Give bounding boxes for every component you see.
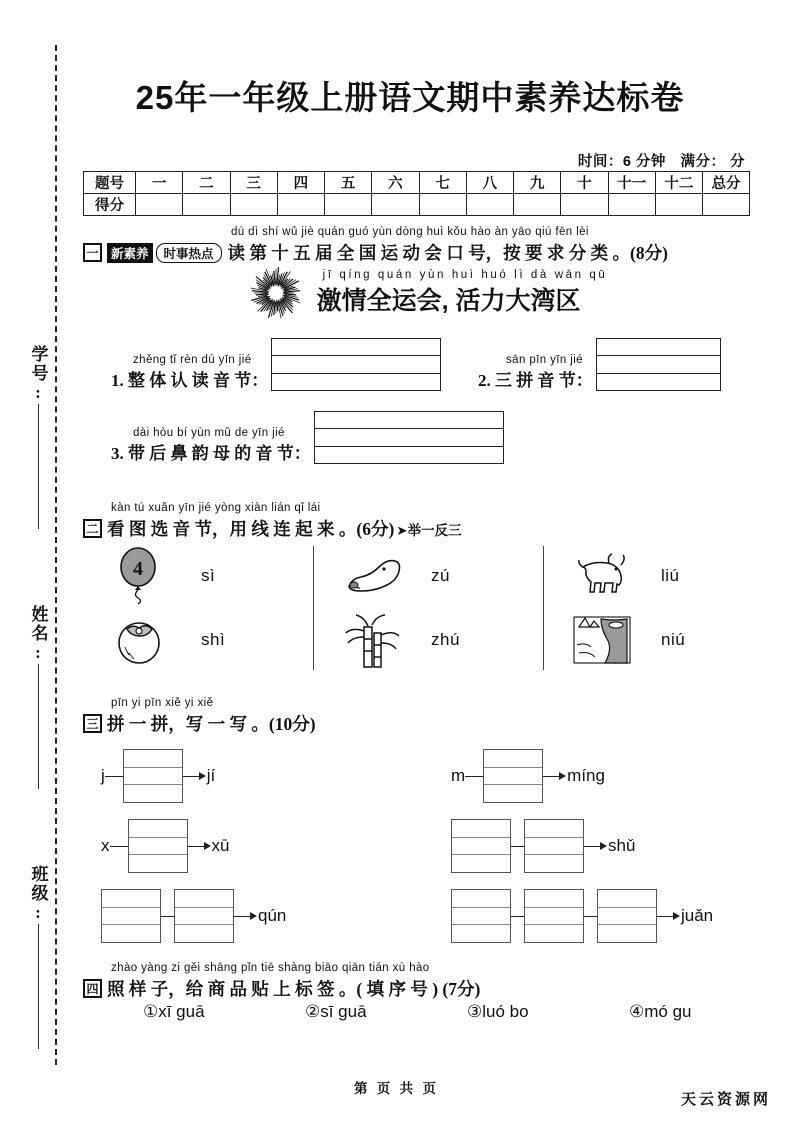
pinyin-option[interactable]: liú [661, 566, 680, 585]
picture-match-column-1 [83, 544, 313, 672]
answer-3-pinyin: dài hòu bí yùn mǔ de yīn jié [133, 427, 285, 439]
score-cell-8[interactable] [466, 194, 513, 216]
score-cell-2[interactable] [183, 194, 230, 216]
spell-item-4 [451, 819, 635, 873]
cell-line-3[interactable] [452, 855, 510, 872]
answer-2-index: 2. [478, 371, 491, 390]
section-two [83, 502, 773, 682]
answer-1-input-box[interactable] [271, 338, 441, 391]
pinyin-option[interactable]: shì [201, 630, 226, 649]
answer-1-pinyin: zhěng tǐ rèn dú yīn jié [133, 354, 252, 366]
cell-line-3[interactable] [598, 925, 656, 942]
list-item [83, 610, 313, 670]
cell-line-2[interactable] [525, 908, 583, 926]
section-one-title: 读 第 十 五 届 全 国 运 动 会 口 号，按 要 求 分 类 。(8分) [227, 243, 668, 263]
answer-2-line-3[interactable] [597, 374, 720, 390]
cell-line-1[interactable] [175, 890, 233, 908]
score-cell-10[interactable] [561, 194, 608, 216]
cell-line-2[interactable] [102, 908, 160, 926]
score-table-rowlabel-score: 得分 [84, 194, 136, 216]
spell-item-6 [451, 889, 713, 943]
cell-line-2[interactable] [484, 768, 542, 786]
cell-line-1[interactable] [525, 890, 583, 908]
spell-result: míng [567, 766, 605, 785]
section-two-number: 二 [83, 519, 102, 538]
pinyin-option[interactable]: niú [661, 630, 686, 649]
pinyin-option[interactable]: zhú [431, 630, 460, 649]
persimmon-icon [111, 611, 173, 669]
spell-exercise-area [83, 737, 773, 925]
section-two-pinyin: kàn tú xuǎn yīn jié yòng xiàn lián qǐ lái [111, 502, 321, 514]
table-row-header [84, 172, 750, 194]
watermark: 天云资源网 [680, 1091, 771, 1108]
section-two-title: 看 图 选 音 节，用 线 连 起 来 。(6分) [107, 519, 395, 539]
picture-match-grid [83, 544, 773, 672]
score-table-col-2: 二 [183, 172, 230, 194]
score-cell-total[interactable] [703, 194, 750, 216]
answer-2-text [478, 366, 593, 391]
cell-line-1[interactable] [452, 820, 510, 838]
spell-item-3 [101, 819, 229, 873]
spell-input-box[interactable] [524, 819, 584, 873]
section-four-title: 照 样 子，给 商 品 贴 上 标 签 。( 填 序 号 ) (7分) [107, 979, 481, 999]
spell-input-box[interactable] [451, 819, 511, 873]
score-table-col-1: 一 [136, 172, 183, 194]
score-cell-6[interactable] [372, 194, 419, 216]
spell-prefix: x [101, 836, 110, 855]
list-item [543, 546, 773, 606]
arrow-icon [183, 772, 206, 780]
badge-current-affairs: 时事热点 [156, 243, 222, 263]
spell-result: jí [206, 766, 216, 785]
section-one-heading [83, 226, 773, 266]
section-two-title-row [83, 516, 462, 541]
answer-1-text [111, 366, 268, 391]
slogan-row [83, 266, 773, 320]
foot-icon [341, 547, 403, 605]
arrow-icon [234, 912, 257, 920]
section-four-heading [83, 962, 773, 1002]
option-4[interactable]: ④mó gu [629, 1002, 692, 1021]
sidebar-field-class [18, 865, 58, 1049]
fireworks-emblem-icon [249, 266, 303, 320]
cell-line-3[interactable] [484, 785, 542, 802]
cell-line-2[interactable] [525, 838, 583, 856]
pinyin-option[interactable]: zú [431, 566, 450, 585]
connector-line [105, 776, 123, 777]
cell-line-3[interactable] [129, 855, 187, 872]
pinyin-option[interactable]: sì [201, 566, 216, 585]
score-cell-5[interactable] [325, 194, 372, 216]
section-three-title: 拼 一 拼，写 一 写 。(10分) [107, 714, 316, 734]
page-title: 25年一年级上册语文期中素养达标卷 [135, 79, 685, 116]
score-table-col-6: 六 [372, 172, 419, 194]
spell-input-box[interactable] [174, 889, 234, 943]
page-footer: 第 页 共 页 [353, 1081, 440, 1096]
cell-line-2[interactable] [175, 908, 233, 926]
score-table-col-3: 三 [230, 172, 277, 194]
sidebar-label-student-number: 学号: [28, 345, 48, 404]
spell-item-2 [451, 749, 605, 803]
option-3[interactable]: ③luó bo [467, 1002, 529, 1021]
list-item [543, 610, 773, 670]
arrow-icon [584, 842, 607, 850]
cell-line-1[interactable] [129, 820, 187, 838]
answer-3-text [111, 439, 311, 464]
spell-input-box[interactable] [524, 889, 584, 943]
section-three [83, 697, 773, 947]
section-three-heading [83, 697, 773, 737]
option-1[interactable]: ①xī guā [143, 1002, 205, 1021]
sidebar-label-name: 姓名: [28, 605, 48, 664]
cell-line-3[interactable] [525, 925, 583, 942]
score-cell-9[interactable] [514, 194, 561, 216]
cell-line-3[interactable] [452, 925, 510, 942]
cell-line-2[interactable] [129, 838, 187, 856]
answer-row-2 [478, 338, 721, 391]
score-table-rowlabel-question: 题号 [84, 172, 136, 194]
section-three-title-row [83, 711, 316, 736]
spell-result: shǔ [608, 836, 636, 855]
section-four-pinyin: zhào yàng zi gěi shāng pǐn tiē shàng biāo qiān tián xù hào [111, 962, 430, 974]
slogan-pinyin: jī qíng quán yùn huì huó lì dà wān qū [322, 269, 608, 281]
river-icon [571, 611, 633, 669]
spell-input-box[interactable] [597, 889, 657, 943]
score-cell-4[interactable] [277, 194, 324, 216]
score-table-col-10: 十 [561, 172, 608, 194]
list-item [83, 546, 313, 606]
cell-line-2[interactable] [452, 838, 510, 856]
exam-meta [568, 150, 745, 171]
answer-1-line-1[interactable] [272, 339, 440, 356]
cell-line-3[interactable] [525, 855, 583, 872]
sidebar-rule-student-number [38, 404, 39, 529]
sidebar-field-name [18, 605, 58, 789]
answer-2-label-wrap [478, 354, 593, 391]
sidebar-field-student-number [18, 345, 58, 529]
score-table-col-11: 十一 [608, 172, 655, 194]
cell-line-2[interactable] [598, 908, 656, 926]
section-one [83, 226, 773, 496]
label-options-row [83, 1002, 773, 1022]
arrow-icon [543, 772, 566, 780]
spell-input-box[interactable] [128, 819, 188, 873]
spell-prefix: j [101, 766, 105, 785]
sidebar-rule-class [38, 924, 39, 1049]
section-one-pinyin: dú dì shí wǔ jiè quán guó yùn dòng huì kǒu hào àn yāo qiú fēn lèi [231, 226, 589, 238]
balloon-with-4-icon [111, 547, 173, 605]
spell-item-5 [101, 889, 286, 943]
answer-2-label: 三 拼 音 节： [495, 371, 593, 390]
connector-line [465, 776, 483, 777]
tag-one-to-three: ➤举一反三 [396, 522, 462, 538]
answer-2-input-box[interactable] [596, 338, 721, 391]
answer-2-line-1[interactable] [597, 339, 720, 356]
score-table [83, 171, 750, 216]
spell-result: qún [258, 906, 287, 925]
student-info-sidebar [18, 60, 58, 1060]
section-one-title-row [83, 240, 668, 265]
connector-line [511, 916, 524, 917]
cell-line-1[interactable] [525, 820, 583, 838]
answer-2-pinyin: sān pīn yīn jié [506, 354, 583, 366]
spell-input-box[interactable] [483, 749, 543, 803]
section-four-number: 四 [83, 979, 102, 998]
answer-2-line-2[interactable] [597, 356, 720, 373]
badge-new-literacy: 新素养 [107, 243, 153, 263]
spell-result: juǎn [681, 906, 714, 925]
score-table-col-8: 八 [466, 172, 513, 194]
arrow-icon [657, 912, 680, 920]
score-table-col-12: 十二 [655, 172, 702, 194]
score-cell-11[interactable] [608, 194, 655, 216]
answer-1-index: 1. [111, 371, 124, 390]
connector-line [161, 916, 174, 917]
bamboo-icon [341, 611, 403, 669]
cell-line-1[interactable] [452, 890, 510, 908]
score-table-col-9: 九 [514, 172, 561, 194]
answer-1-label-wrap [111, 354, 268, 391]
sidebar-rule-name [38, 664, 39, 789]
spell-result: xū [211, 836, 230, 855]
score-cell-1[interactable] [136, 194, 183, 216]
table-row-scores [84, 194, 750, 216]
cell-line-2[interactable] [124, 768, 182, 786]
score-cell-3[interactable] [230, 194, 277, 216]
section-three-pinyin: pīn yi pīn xiě yi xiě [111, 697, 214, 709]
spell-input-box[interactable] [123, 749, 183, 803]
answer-3-line-1[interactable] [315, 412, 503, 429]
cell-line-3[interactable] [175, 925, 233, 942]
section-four-title-row [83, 976, 480, 1001]
score-table-col-5: 五 [325, 172, 372, 194]
score-cell-7[interactable] [419, 194, 466, 216]
picture-match-column-3 [543, 544, 773, 672]
spell-input-box[interactable] [101, 889, 161, 943]
cell-line-1[interactable] [102, 890, 160, 908]
connector-line [511, 846, 524, 847]
list-item [313, 610, 543, 670]
score-cell-12[interactable] [655, 194, 702, 216]
answer-1-line-3[interactable] [272, 374, 440, 390]
score-table-col-total: 总分 [703, 172, 750, 194]
answer-3-label-wrap [111, 427, 311, 464]
section-three-number: 三 [83, 714, 102, 733]
spell-prefix: m [451, 766, 466, 785]
slogan-block [317, 269, 608, 317]
cell-line-1[interactable] [124, 750, 182, 768]
arrow-icon [188, 842, 211, 850]
cell-line-3[interactable] [124, 785, 182, 802]
svg-text:4: 4 [133, 558, 143, 580]
spell-input-box[interactable] [451, 889, 511, 943]
answer-3-index: 3. [111, 444, 124, 463]
sidebar-label-class: 班级: [28, 865, 48, 924]
cow-icon [571, 547, 633, 605]
section-two-heading [83, 502, 773, 542]
cell-line-3[interactable] [102, 925, 160, 942]
connector-line [584, 916, 597, 917]
cell-line-1[interactable] [484, 750, 542, 768]
list-item [313, 546, 543, 606]
answer-3-label: 带 后 鼻 韵 母 的 音 节： [128, 444, 311, 463]
exam-fullscore-label: 满分： 分 [680, 154, 745, 170]
connector-line [110, 846, 128, 847]
answer-3-line-3[interactable] [315, 447, 503, 463]
answer-1-line-2[interactable] [272, 356, 440, 373]
section-one-number: 一 [83, 243, 102, 262]
score-table-col-4: 四 [277, 172, 324, 194]
spell-item-1 [101, 749, 215, 803]
option-2[interactable]: ②sī guā [305, 1002, 367, 1021]
answer-3-line-2[interactable] [315, 429, 503, 446]
cell-line-1[interactable] [598, 890, 656, 908]
slogan-text: 激情全运会, 活力大湾区 [316, 287, 581, 315]
answer-row-1 [111, 338, 441, 391]
section-four [83, 962, 773, 1072]
picture-match-column-2 [313, 544, 543, 672]
answer-3-input-box[interactable] [314, 411, 504, 464]
exam-time-label: 时间：6 分钟 [577, 154, 666, 170]
answer-row-3 [111, 411, 504, 464]
answer-1-label: 整 体 认 读 音 节： [128, 371, 269, 390]
score-table-col-7: 七 [419, 172, 466, 194]
cell-line-2[interactable] [452, 908, 510, 926]
